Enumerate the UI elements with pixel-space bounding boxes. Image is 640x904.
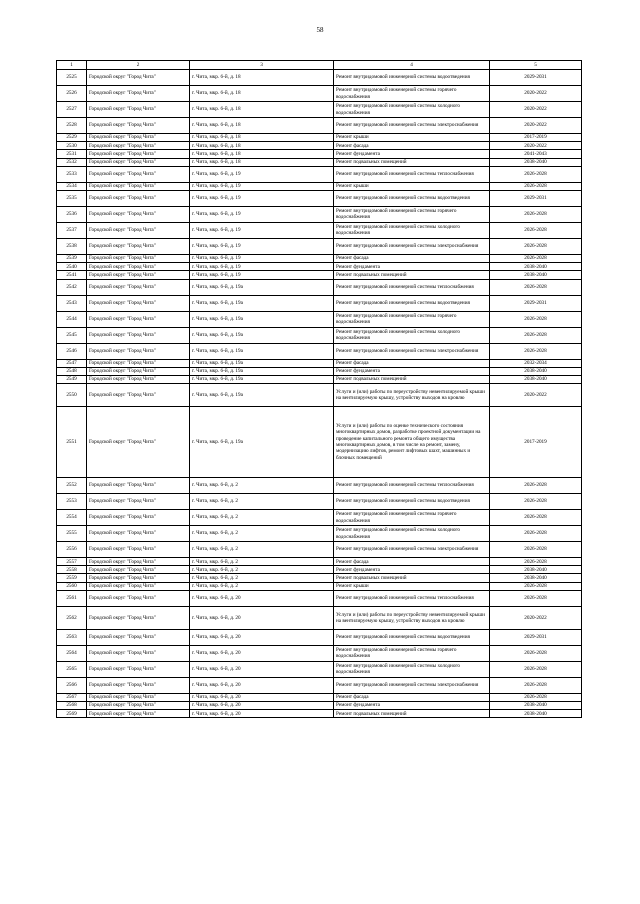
row-number-cell: 2558: [57, 566, 87, 574]
address-cell: г. Чита, мкр. 6-й, д. 19: [190, 206, 334, 222]
row-number-cell: 2550: [57, 384, 87, 407]
row-number-cell: 2526: [57, 86, 87, 102]
period-cell: 2026-2028: [490, 182, 582, 190]
row-number-cell: 2559: [57, 574, 87, 582]
period-cell: 2026-2028: [490, 661, 582, 677]
row-number-cell: 2568: [57, 702, 87, 710]
municipality-cell: Городской округ "Город Чита": [87, 478, 190, 494]
address-cell: г. Чита, мкр. 6-й, д. 2: [190, 574, 334, 582]
address-cell: г. Чита, мкр. 6-й, д. 2: [190, 510, 334, 526]
municipality-cell: Городской округ "Город Чита": [87, 206, 190, 222]
period-cell: 2038-2040: [490, 375, 582, 383]
work-type-cell: Ремонт внутридомовой инженерной системы теплоснабжения: [334, 590, 490, 606]
municipality-cell: Городской округ "Город Чита": [87, 142, 190, 150]
row-number-cell: 2569: [57, 710, 87, 718]
work-type-cell: Ремонт внутридомовой инженерной системы электроснабжения: [334, 343, 490, 359]
municipality-cell: Городской округ "Город Чита": [87, 407, 190, 478]
address-cell: г. Чита, мкр. 6-й, д. 19: [190, 271, 334, 279]
period-cell: 2026-2028: [490, 677, 582, 693]
row-number-cell: 2547: [57, 359, 87, 367]
table-row: [57, 510, 582, 526]
work-type-cell: Услуги и (или) работы по оценке технического состояния многоквартирных домов, разработке проектной документации на проведение капитального ремонта общего имущества многоквартирных домов, в том числе на ремонт, замену, модернизацию лифтов, ремонт лифтовых шахт, машинных и блочных помещений: [334, 407, 490, 478]
period-cell: 2020-2022: [490, 142, 582, 150]
table-row: [57, 295, 582, 311]
address-cell: г. Чита, мкр. 6-й, д. 20: [190, 693, 334, 701]
work-type-cell: Ремонт внутридомовой инженерной системы горячего водоснабжения: [334, 311, 490, 327]
work-type-cell: Ремонт внутридомовой инженерной системы электроснабжения: [334, 677, 490, 693]
row-number-cell: 2531: [57, 150, 87, 158]
municipality-cell: Городской округ "Город Чита": [87, 702, 190, 710]
period-cell: 2026-2028: [490, 279, 582, 295]
row-number-cell: 2562: [57, 606, 87, 629]
work-type-cell: Ремонт внутридомовой инженерной системы холодного водоснабжения: [334, 526, 490, 542]
row-number-cell: 2563: [57, 629, 87, 645]
row-number-cell: 2552: [57, 478, 87, 494]
address-cell: г. Чита, мкр. 6-й, д. 19: [190, 166, 334, 182]
address-cell: г. Чита, мкр. 6-й, д. 18: [190, 86, 334, 102]
table-row: [57, 311, 582, 327]
period-cell: 2038-2040: [490, 367, 582, 375]
municipality-cell: Городской округ "Город Чита": [87, 677, 190, 693]
municipality-cell: Городской округ "Город Чита": [87, 263, 190, 271]
period-cell: 2038-2040: [490, 158, 582, 166]
period-cell: 2026-2028: [490, 510, 582, 526]
row-number-cell: 2540: [57, 263, 87, 271]
work-type-cell: Ремонт внутридомовой инженерной системы теплоснабжения: [334, 279, 490, 295]
work-type-cell: Ремонт крыши: [334, 182, 490, 190]
address-cell: г. Чита, мкр. 6-й, д. 19: [190, 254, 334, 262]
work-type-cell: Ремонт фасада: [334, 558, 490, 566]
work-type-cell: Ремонт фундамента: [334, 702, 490, 710]
municipality-cell: Городской округ "Город Чита": [87, 582, 190, 590]
row-number-cell: 2555: [57, 526, 87, 542]
municipality-cell: Городской округ "Город Чита": [87, 494, 190, 510]
period-cell: 2029-2031: [490, 629, 582, 645]
address-cell: г. Чита, мкр. 6-й, д. 20: [190, 590, 334, 606]
municipality-cell: Городской округ "Город Чита": [87, 254, 190, 262]
work-type-cell: Ремонт крыши: [334, 134, 490, 142]
period-cell: 2026-2028: [490, 254, 582, 262]
row-number-cell: 2565: [57, 661, 87, 677]
period-cell: 2017-2019: [490, 407, 582, 478]
period-cell: 2020-2022: [490, 606, 582, 629]
row-number-cell: 2546: [57, 343, 87, 359]
table-row: [57, 271, 582, 279]
table-row: [57, 629, 582, 645]
table-row: [57, 606, 582, 629]
table-row: [57, 86, 582, 102]
municipality-cell: Городской округ "Город Чита": [87, 158, 190, 166]
row-number-cell: 2538: [57, 238, 87, 254]
municipality-cell: Городской округ "Город Чита": [87, 510, 190, 526]
work-type-cell: Ремонт внутридомовой инженерной системы теплоснабжения: [334, 478, 490, 494]
address-cell: г. Чита, мкр. 6-й, д. 2: [190, 542, 334, 558]
period-cell: 2026-2028: [490, 645, 582, 661]
municipality-cell: Городской округ "Город Чита": [87, 606, 190, 629]
period-cell: 2029-2031: [490, 70, 582, 86]
table-row: [57, 526, 582, 542]
row-number-cell: 2528: [57, 118, 87, 134]
table-row: [57, 279, 582, 295]
address-cell: г. Чита, мкр. 6-й, д. 19: [190, 263, 334, 271]
work-type-cell: Ремонт фундамента: [334, 566, 490, 574]
table-row: [57, 590, 582, 606]
work-type-cell: Услуги и (или) работы по переустройству невентилируемой крыши на вентилируемую крышу, устройству выходов на кровлю: [334, 384, 490, 407]
row-number-cell: 2533: [57, 166, 87, 182]
row-number-cell: 2537: [57, 222, 87, 238]
period-cell: 2038-2040: [490, 710, 582, 718]
municipality-cell: Городской округ "Город Чита": [87, 279, 190, 295]
address-cell: г. Чита, мкр. 6-й, д. 18: [190, 118, 334, 134]
work-type-cell: Ремонт внутридомовой инженерной системы горячего водоснабжения: [334, 510, 490, 526]
address-cell: г. Чита, мкр. 6-й, д. 19а: [190, 359, 334, 367]
table-row: [57, 566, 582, 574]
address-cell: г. Чита, мкр. 6-й, д. 19: [190, 190, 334, 206]
period-cell: 2020-2022: [490, 118, 582, 134]
municipality-cell: Городской округ "Город Чита": [87, 222, 190, 238]
address-cell: г. Чита, мкр. 6-й, д. 19а: [190, 384, 334, 407]
repair-schedule-table: [56, 60, 582, 718]
work-type-cell: Ремонт крыши: [334, 582, 490, 590]
period-cell: 2026-2028: [490, 526, 582, 542]
work-type-cell: Ремонт фасада: [334, 359, 490, 367]
table-row: [57, 407, 582, 478]
period-cell: 2026-2028: [490, 166, 582, 182]
row-number-cell: 2548: [57, 367, 87, 375]
row-number-cell: 2541: [57, 271, 87, 279]
municipality-cell: Городской округ "Город Чита": [87, 327, 190, 343]
address-cell: г. Чита, мкр. 6-й, д. 18: [190, 142, 334, 150]
period-cell: 2026-2028: [490, 582, 582, 590]
municipality-cell: Городской округ "Город Чита": [87, 367, 190, 375]
municipality-cell: Городской округ "Город Чита": [87, 295, 190, 311]
address-cell: г. Чита, мкр. 6-й, д. 18: [190, 70, 334, 86]
table-row: [57, 150, 582, 158]
municipality-cell: Городской округ "Город Чита": [87, 558, 190, 566]
municipality-cell: Городской округ "Город Чита": [87, 574, 190, 582]
work-type-cell: Ремонт подвальных помещений: [334, 710, 490, 718]
period-cell: 2020-2022: [490, 86, 582, 102]
address-cell: г. Чита, мкр. 6-й, д. 20: [190, 645, 334, 661]
work-type-cell: Ремонт внутридомовой инженерной системы водоотведения: [334, 494, 490, 510]
table-row: [57, 558, 582, 566]
address-cell: г. Чита, мкр. 6-й, д. 19а: [190, 367, 334, 375]
municipality-cell: Городской округ "Город Чита": [87, 629, 190, 645]
table-row: [57, 710, 582, 718]
work-type-cell: Ремонт подвальных помещений: [334, 375, 490, 383]
period-cell: 2017-2019: [490, 134, 582, 142]
work-type-cell: Услуги и (или) работы по переустройству невентилируемой крыши на вентилируемую крышу, устройству выходов на кровлю: [334, 606, 490, 629]
work-type-cell: Ремонт внутридомовой инженерной системы теплоснабжения: [334, 166, 490, 182]
table-row: [57, 158, 582, 166]
row-number-cell: 2556: [57, 542, 87, 558]
period-cell: 2026-2028: [490, 590, 582, 606]
period-cell: 2026-2028: [490, 542, 582, 558]
address-cell: г. Чита, мкр. 6-й, д. 18: [190, 150, 334, 158]
table-row: [57, 102, 582, 118]
address-cell: г. Чита, мкр. 6-й, д. 19а: [190, 311, 334, 327]
municipality-cell: Городской округ "Город Чита": [87, 645, 190, 661]
municipality-cell: Городской округ "Город Чита": [87, 86, 190, 102]
table-row: [57, 677, 582, 693]
table-row: [57, 190, 582, 206]
page-number: 58: [316, 26, 324, 34]
municipality-cell: Городской округ "Город Чита": [87, 542, 190, 558]
period-cell: 2029-2031: [490, 190, 582, 206]
table-row: [57, 263, 582, 271]
period-cell: 2038-2040: [490, 263, 582, 271]
period-cell: 2038-2040: [490, 271, 582, 279]
municipality-cell: Городской округ "Город Чита": [87, 375, 190, 383]
municipality-cell: Городской округ "Город Чита": [87, 710, 190, 718]
period-cell: 2020-2022: [490, 102, 582, 118]
table-row: [57, 661, 582, 677]
address-cell: г. Чита, мкр. 6-й, д. 19а: [190, 295, 334, 311]
work-type-cell: Ремонт внутридомовой инженерной системы горячего водоснабжения: [334, 206, 490, 222]
work-type-cell: Ремонт фасада: [334, 142, 490, 150]
period-cell: 2026-2028: [490, 222, 582, 238]
address-cell: г. Чита, мкр. 6-й, д. 20: [190, 702, 334, 710]
row-number-cell: 2549: [57, 375, 87, 383]
period-cell: 2026-2028: [490, 311, 582, 327]
table-body: [57, 70, 582, 718]
table-row: [57, 206, 582, 222]
period-cell: 2029-2031: [490, 295, 582, 311]
municipality-cell: Городской округ "Город Чита": [87, 271, 190, 279]
work-type-cell: Ремонт фасада: [334, 693, 490, 701]
table-row: [57, 343, 582, 359]
table-row: [57, 693, 582, 701]
municipality-cell: Городской округ "Город Чита": [87, 311, 190, 327]
table-row: [57, 254, 582, 262]
table-row: [57, 142, 582, 150]
table-row: [57, 582, 582, 590]
table-row: [57, 702, 582, 710]
municipality-cell: Городской округ "Город Чита": [87, 693, 190, 701]
table-row: [57, 166, 582, 182]
period-cell: 2026-2028: [490, 238, 582, 254]
period-cell: 2026-2028: [490, 494, 582, 510]
municipality-cell: Городской округ "Город Чита": [87, 190, 190, 206]
period-cell: 2026-2028: [490, 478, 582, 494]
address-cell: г. Чита, мкр. 6-й, д. 19а: [190, 375, 334, 383]
work-type-cell: Ремонт фасада: [334, 254, 490, 262]
municipality-cell: Городской округ "Город Чита": [87, 661, 190, 677]
work-type-cell: Ремонт внутридомовой инженерной системы горячего водоснабжения: [334, 86, 490, 102]
row-number-cell: 2564: [57, 645, 87, 661]
row-number-cell: 2544: [57, 311, 87, 327]
municipality-cell: Городской округ "Город Чита": [87, 359, 190, 367]
period-cell: 2026-2028: [490, 327, 582, 343]
municipality-cell: Городской округ "Город Чита": [87, 238, 190, 254]
address-cell: г. Чита, мкр. 6-й, д. 18: [190, 102, 334, 118]
table-row: [57, 645, 582, 661]
row-number-cell: 2551: [57, 407, 87, 478]
table-row: [57, 375, 582, 383]
table-row: [57, 478, 582, 494]
period-cell: 2038-2040: [490, 702, 582, 710]
work-type-cell: Ремонт внутридомовой инженерной системы холодного водоснабжения: [334, 102, 490, 118]
municipality-cell: Городской округ "Город Чита": [87, 134, 190, 142]
row-number-cell: 2530: [57, 142, 87, 150]
work-type-cell: Ремонт подвальных помещений: [334, 158, 490, 166]
table-row: [57, 359, 582, 367]
table-row: [57, 118, 582, 134]
row-number-cell: 2525: [57, 70, 87, 86]
table-row: [57, 182, 582, 190]
period-cell: 2041-2043: [490, 150, 582, 158]
row-number-cell: 2557: [57, 558, 87, 566]
address-cell: г. Чита, мкр. 6-й, д. 20: [190, 677, 334, 693]
work-type-cell: Ремонт внутридомовой инженерной системы водоотведения: [334, 70, 490, 86]
work-type-cell: Ремонт внутридомовой инженерной системы холодного водоснабжения: [334, 661, 490, 677]
row-number-cell: 2566: [57, 677, 87, 693]
address-cell: г. Чита, мкр. 6-й, д. 19а: [190, 279, 334, 295]
address-cell: г. Чита, мкр. 6-й, д. 2: [190, 558, 334, 566]
work-type-cell: Ремонт внутридомовой инженерной системы водоотведения: [334, 295, 490, 311]
municipality-cell: Городской округ "Город Чита": [87, 566, 190, 574]
table-row: [57, 494, 582, 510]
municipality-cell: Городской округ "Город Чита": [87, 526, 190, 542]
municipality-cell: Городской округ "Город Чита": [87, 166, 190, 182]
address-cell: г. Чита, мкр. 6-й, д. 18: [190, 158, 334, 166]
row-number-cell: 2535: [57, 190, 87, 206]
period-cell: 2038-2040: [490, 574, 582, 582]
period-cell: 2026-2028: [490, 558, 582, 566]
municipality-cell: Городской округ "Город Чита": [87, 182, 190, 190]
address-cell: г. Чита, мкр. 6-й, д. 19: [190, 238, 334, 254]
address-cell: г. Чита, мкр. 6-й, д. 19: [190, 222, 334, 238]
municipality-cell: Городской округ "Город Чита": [87, 102, 190, 118]
table-row: [57, 134, 582, 142]
work-type-cell: Ремонт внутридомовой инженерной системы горячего водоснабжения: [334, 645, 490, 661]
row-number-cell: 2560: [57, 582, 87, 590]
column-header: 5: [490, 61, 582, 70]
municipality-cell: Городской округ "Город Чита": [87, 590, 190, 606]
table-row: [57, 367, 582, 375]
address-cell: г. Чита, мкр. 6-й, д. 20: [190, 606, 334, 629]
row-number-cell: 2553: [57, 494, 87, 510]
period-cell: 2026-2028: [490, 343, 582, 359]
period-cell: 2026-2028: [490, 206, 582, 222]
work-type-cell: Ремонт фундамента: [334, 263, 490, 271]
municipality-cell: Городской округ "Город Чита": [87, 118, 190, 134]
row-number-cell: 2527: [57, 102, 87, 118]
header-row: [57, 61, 582, 70]
address-cell: г. Чита, мкр. 6-й, д. 20: [190, 661, 334, 677]
row-number-cell: 2545: [57, 327, 87, 343]
period-cell: 2020-2022: [490, 384, 582, 407]
period-cell: 2032-2034: [490, 359, 582, 367]
period-cell: 2038-2040: [490, 566, 582, 574]
address-cell: г. Чита, мкр. 6-й, д. 19: [190, 182, 334, 190]
address-cell: г. Чита, мкр. 6-й, д. 2: [190, 526, 334, 542]
municipality-cell: Городской округ "Город Чита": [87, 384, 190, 407]
table-row: [57, 238, 582, 254]
municipality-cell: Городской округ "Город Чита": [87, 150, 190, 158]
table-row: [57, 574, 582, 582]
work-type-cell: Ремонт подвальных помещений: [334, 574, 490, 582]
row-number-cell: 2532: [57, 158, 87, 166]
work-type-cell: Ремонт фундамента: [334, 367, 490, 375]
row-number-cell: 2536: [57, 206, 87, 222]
period-cell: 2026-2028: [490, 693, 582, 701]
address-cell: г. Чита, мкр. 6-й, д. 18: [190, 134, 334, 142]
address-cell: г. Чита, мкр. 6-й, д. 20: [190, 629, 334, 645]
municipality-cell: Городской округ "Город Чита": [87, 343, 190, 359]
row-number-cell: 2534: [57, 182, 87, 190]
column-header: 3: [190, 61, 334, 70]
work-type-cell: Ремонт внутридомовой инженерной системы электроснабжения: [334, 118, 490, 134]
column-header: 4: [334, 61, 490, 70]
row-number-cell: 2543: [57, 295, 87, 311]
municipality-cell: Городской округ "Город Чита": [87, 70, 190, 86]
address-cell: г. Чита, мкр. 6-й, д. 2: [190, 582, 334, 590]
address-cell: г. Чита, мкр. 6-й, д. 19а: [190, 407, 334, 478]
column-header: 2: [87, 61, 190, 70]
work-type-cell: Ремонт фундамента: [334, 150, 490, 158]
work-type-cell: Ремонт внутридомовой инженерной системы электроснабжения: [334, 238, 490, 254]
address-cell: г. Чита, мкр. 6-й, д. 2: [190, 566, 334, 574]
address-cell: г. Чита, мкр. 6-й, д. 2: [190, 494, 334, 510]
work-type-cell: Ремонт внутридомовой инженерной системы электроснабжения: [334, 542, 490, 558]
table-row: [57, 384, 582, 407]
work-type-cell: Ремонт подвальных помещений: [334, 271, 490, 279]
address-cell: г. Чита, мкр. 6-й, д. 20: [190, 710, 334, 718]
row-number-cell: 2539: [57, 254, 87, 262]
table-row: [57, 222, 582, 238]
work-type-cell: Ремонт внутридомовой инженерной системы водоотведения: [334, 190, 490, 206]
table-row: [57, 542, 582, 558]
address-cell: г. Чита, мкр. 6-й, д. 2: [190, 478, 334, 494]
table-row: [57, 327, 582, 343]
row-number-cell: 2567: [57, 693, 87, 701]
table-row: [57, 70, 582, 86]
row-number-cell: 2542: [57, 279, 87, 295]
work-type-cell: Ремонт внутридомовой инженерной системы холодного водоснабжения: [334, 222, 490, 238]
address-cell: г. Чита, мкр. 6-й, д. 19а: [190, 343, 334, 359]
row-number-cell: 2554: [57, 510, 87, 526]
work-type-cell: Ремонт внутридомовой инженерной системы водоотведения: [334, 629, 490, 645]
address-cell: г. Чита, мкр. 6-й, д. 19а: [190, 327, 334, 343]
row-number-cell: 2561: [57, 590, 87, 606]
work-type-cell: Ремонт внутридомовой инженерной системы холодного водоснабжения: [334, 327, 490, 343]
column-header: 1: [57, 61, 87, 70]
row-number-cell: 2529: [57, 134, 87, 142]
